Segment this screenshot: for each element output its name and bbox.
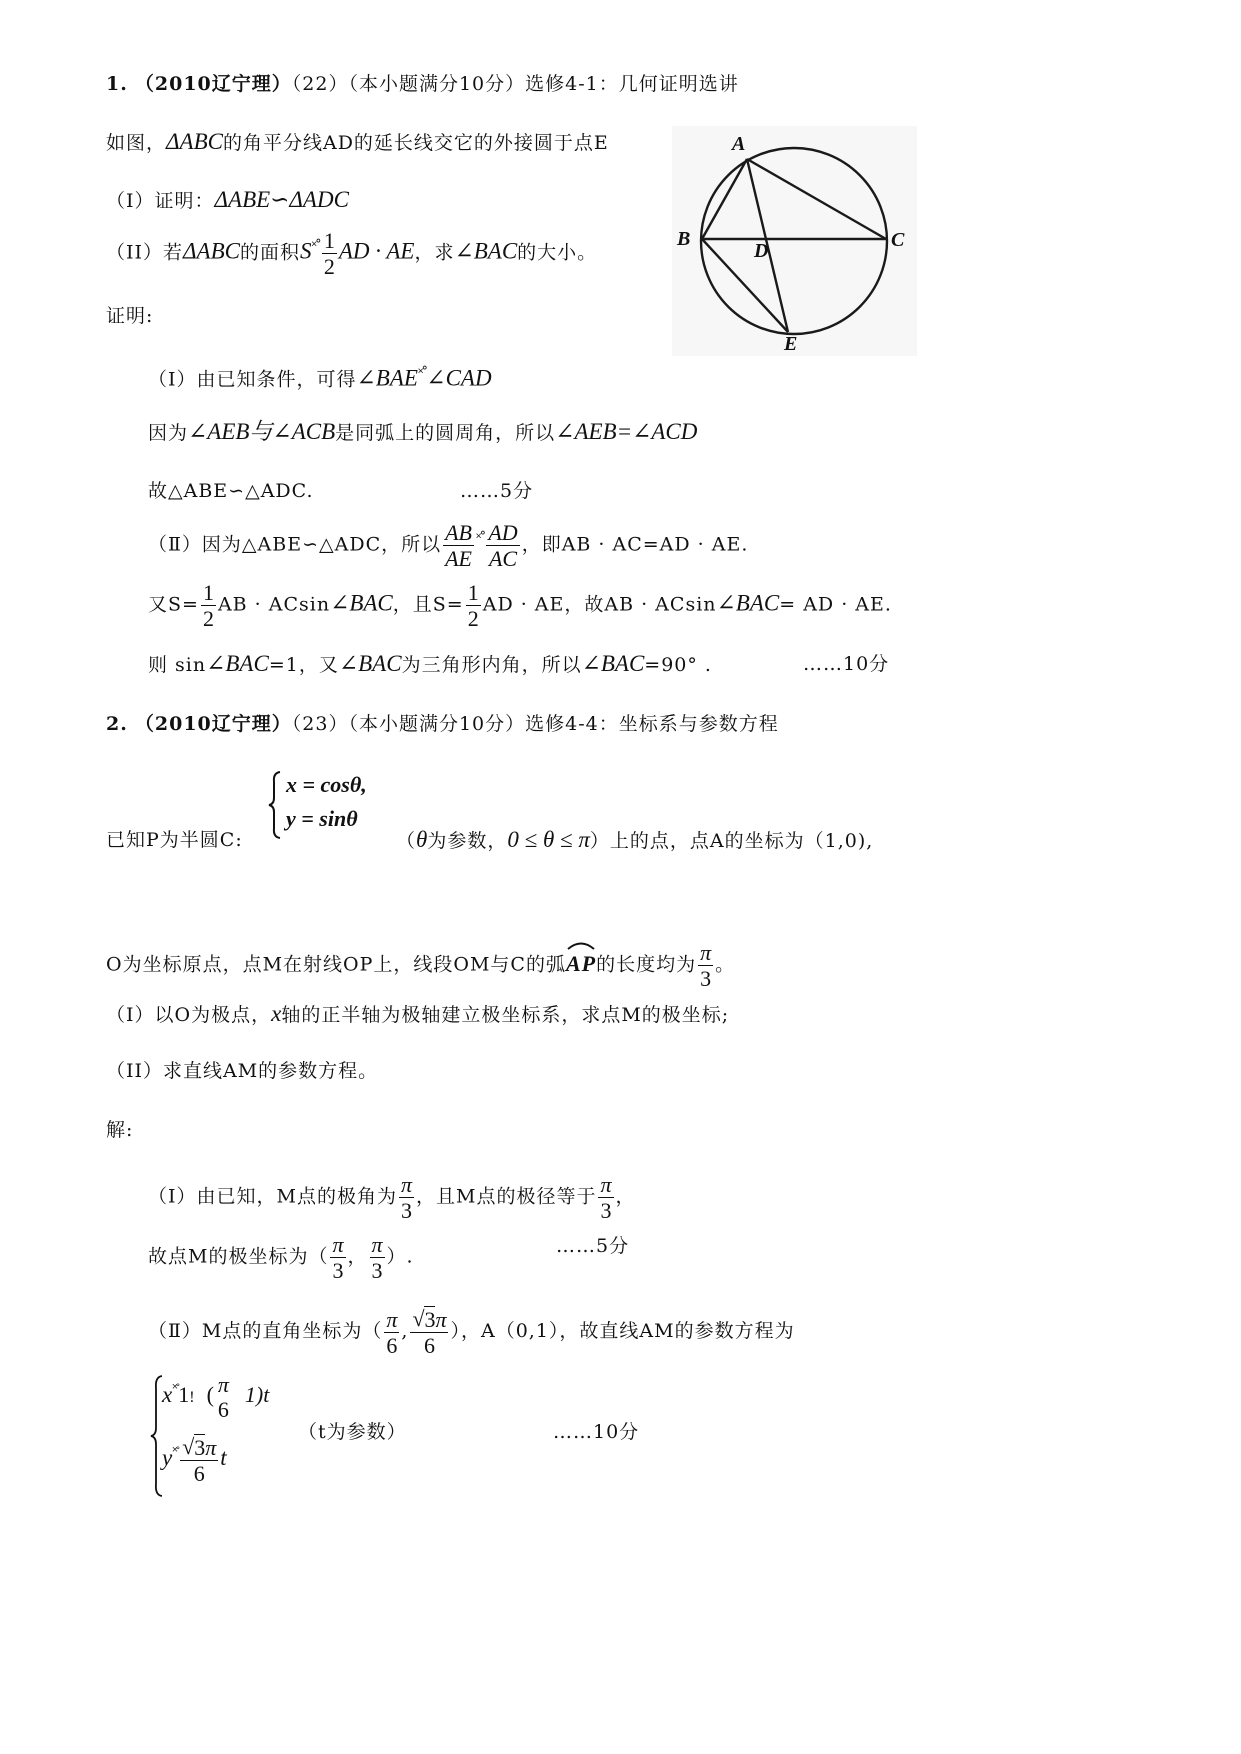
q1-step6 — [148, 650, 712, 679]
q1-step3-score: ……5分 — [460, 480, 534, 502]
q2-step1-c: ， — [615, 1185, 636, 1208]
q1-source: （2010辽宁理） — [134, 73, 292, 95]
q2-step1-fraction2 — [598, 1172, 613, 1223]
label-b: B — [677, 228, 691, 250]
q2-part1-x: x — [271, 1001, 282, 1026]
q1-step5-fraction1 — [201, 580, 216, 631]
q2-eq1-rest: 1)t — [244, 1382, 270, 1408]
q1-part2 — [106, 228, 597, 279]
frac-den: 6 — [423, 1333, 435, 1358]
q2-system-x: x = cosθ, — [286, 772, 367, 797]
q2-step3-fraction2 — [410, 1306, 448, 1358]
q2-arc-ap — [566, 946, 596, 978]
q2-step3-b: ），A（0,1），故直线AM的参数方程为 — [450, 1320, 795, 1342]
q2-number: 2. — [106, 713, 128, 735]
frac-den: 2 — [323, 254, 335, 279]
q1-step2-math2: ∠AEB=∠ACD — [555, 419, 698, 444]
q2-stem-rest — [396, 826, 873, 855]
frac-den: 6 — [386, 1332, 398, 1358]
q2-step1-a: （Ⅰ）由已知，M点的极角为 — [148, 1185, 397, 1208]
frac-den: 3 — [700, 966, 712, 991]
q1-step6-angle2: ∠BAC — [338, 651, 402, 676]
q1-step2-math1: ∠AEB与∠ACB — [188, 419, 336, 444]
q2-step3-comma: , — [401, 1320, 409, 1342]
q1-step2-a: 因为 — [148, 422, 189, 444]
q2-eq2-eq-glyph: ˟˚ — [172, 1445, 179, 1461]
q2-part2: （II）求直线AM的参数方程。 — [106, 1060, 379, 1082]
q1-step1 — [148, 360, 492, 393]
q1-step5-d: AD · AE，故AB · ACsin — [482, 593, 717, 616]
q1-step6-angle1: ∠BAC — [206, 651, 269, 676]
label-c: C — [891, 229, 905, 251]
q2-eq1-bang: ! — [189, 1389, 195, 1407]
q1-step6-score: ……10分 — [803, 653, 890, 675]
q2-line2 — [106, 940, 735, 991]
q1-part2-tail-b: 的大小。 — [517, 241, 598, 264]
q2-stem-c: 为参数， — [427, 830, 508, 852]
q2-eq2-t: t — [220, 1445, 227, 1471]
sqrt — [412, 1306, 435, 1332]
q2-eq2 — [162, 1434, 227, 1486]
q2-stem-a: 已知P为半圆C: — [106, 829, 243, 851]
q1-step4 — [148, 520, 748, 571]
q2-step3 — [148, 1306, 795, 1358]
q2-eq1 — [162, 1372, 269, 1422]
q2-eq1-lparen: ( — [206, 1382, 214, 1408]
label-a: A — [732, 133, 746, 155]
q1-part2-s: S — [299, 238, 312, 264]
q2-line2-a: O为坐标原点，点M在射线OP上，线段OM与C的弧 — [106, 953, 566, 976]
q2-stem-theta: θ — [416, 827, 428, 852]
q2-step2-comma: ， — [347, 1245, 368, 1268]
q1-part1 — [106, 186, 349, 215]
frac-den: 3 — [371, 1258, 383, 1283]
q2-eq1-one: 1 — [178, 1382, 190, 1408]
frac-den: 3 — [332, 1258, 344, 1283]
q2-step2-fraction1 — [330, 1232, 345, 1283]
q1-step2-b: 是同弧上的圆周角，所以 — [335, 422, 556, 444]
frac-num: 1 — [202, 580, 214, 605]
radicand: 3 — [424, 1307, 436, 1332]
frac-num: π — [332, 1232, 344, 1257]
q1-step5-angle2: ∠BAC — [716, 590, 780, 616]
label-d: D — [754, 240, 769, 262]
frac-den: AC — [488, 546, 518, 571]
q1-step1-label: （Ⅰ）由已知条件，可得 — [148, 368, 357, 391]
q1-step1-angle-b: ∠CAD — [426, 365, 492, 391]
q1-step6-b: =1，又 — [268, 654, 339, 676]
q1-part1-math: ΔABE∽ΔADC — [214, 187, 349, 212]
q1-header-rest: （22）（本小题满分10分）选修4-1：几何证明选讲 — [291, 73, 739, 95]
q2-system-y: y = sinθ — [286, 806, 358, 831]
q1-part2-fraction — [322, 228, 337, 279]
q2-solution-label: 解: — [106, 1119, 134, 1141]
q1-step5-a: 又S= — [148, 593, 199, 616]
q2-line2-c: 。 — [715, 953, 736, 976]
q2-eq2-y: y — [162, 1445, 173, 1471]
q2-step2 — [148, 1232, 414, 1283]
q2-line2-fraction — [698, 940, 713, 991]
label-e: E — [784, 333, 798, 355]
q2-stem-b: （ — [396, 830, 417, 852]
q2-step3-a: （Ⅱ）M点的直角坐标为（ — [148, 1320, 383, 1342]
q2-step1-fraction1 — [399, 1172, 414, 1223]
q1-step3-text: 故△ABE∽△ADC. — [148, 480, 314, 502]
q2-source: （2010辽宁理） — [134, 713, 292, 735]
q2-header — [106, 710, 779, 738]
q2-eq1-fraction — [216, 1372, 231, 1422]
frac-den: 2 — [467, 606, 479, 631]
sqrt — [182, 1434, 205, 1460]
q2-line2-b: 的长度均为 — [596, 953, 697, 976]
q1-header — [106, 70, 739, 98]
q1-step5 — [148, 580, 892, 631]
q1-figure-circle-diagram — [672, 126, 917, 356]
q2-stem-range: 0 ≤ θ ≤ π — [507, 827, 590, 852]
q1-part2-eq-glyph: ˟˚ — [311, 239, 320, 256]
q1-step4-b: ，即AB · AC=AD · AE. — [521, 533, 749, 556]
frac-num — [180, 1434, 218, 1461]
frac-den: 6 — [217, 1397, 229, 1422]
frac-num: AB — [445, 520, 472, 545]
frac-den: 6 — [193, 1461, 205, 1486]
q2-step1 — [148, 1172, 636, 1223]
q1-step1-angle-a: ∠BAE — [356, 365, 418, 391]
q2-arc-label: AP — [565, 950, 597, 976]
q2-stem-d: ）上的点，点A的坐标为（1,0), — [589, 830, 874, 852]
frac-num: π — [386, 1306, 398, 1332]
frac-num — [410, 1306, 448, 1333]
q1-part2-angle: ∠BAC — [454, 238, 518, 264]
q1-stem-triangle: ΔABC — [166, 129, 223, 154]
q1-stem — [106, 128, 609, 157]
q2-final-score: ……10分 — [553, 1421, 640, 1443]
left-brace-icon — [268, 770, 282, 840]
q2-part1 — [106, 1000, 729, 1029]
q2-header-rest: （23）（本小题满分10分）选修4-4：坐标系与参数方程 — [291, 713, 779, 735]
q1-step4-a: （Ⅱ）因为△ABE∽△ADC，所以 — [148, 533, 442, 556]
frac-den: 3 — [600, 1198, 612, 1223]
frac-num: π — [400, 1172, 412, 1197]
frac-den: 2 — [202, 606, 214, 631]
radical-icon: √ — [412, 1306, 425, 1331]
frac-num: AD — [488, 520, 518, 545]
frac-num: π — [600, 1172, 612, 1197]
q1-part2-label: （II）若 — [106, 241, 184, 264]
q1-step5-e: = AD · AE. — [779, 593, 892, 616]
q1-step4-fraction2 — [486, 520, 519, 571]
q1-step5-c: ，且S= — [392, 593, 464, 616]
q1-step5-fraction2 — [466, 580, 481, 631]
q1-step6-angle3: ∠BAC — [581, 651, 645, 676]
q1-part2-product: AD · AE — [338, 238, 415, 264]
frac-num: π — [217, 1372, 229, 1397]
q2-part1-b: 轴的正半轴为极轴建立极坐标系，求点M的极坐标; — [281, 1004, 730, 1026]
q2-step3-fraction1 — [384, 1307, 399, 1358]
q2-step2-b: ）. — [386, 1245, 414, 1268]
q1-step1-eq-glyph: ˟˚ — [417, 366, 427, 382]
frac-den: 3 — [400, 1198, 412, 1223]
q1-proof-label: 证明: — [106, 305, 154, 327]
q1-step6-a: 则 sin — [148, 654, 207, 676]
q1-part2-mid: 的面积 — [239, 241, 300, 264]
q1-step6-c: 为三角形内角，所以 — [401, 654, 582, 676]
frac-num: π — [700, 940, 712, 965]
arc-mark-icon — [566, 940, 596, 950]
q1-stem-b: 的角平分线AD的延长线交它的外接圆于点E — [222, 132, 609, 154]
q1-step6-d: =90° . — [644, 654, 712, 676]
q2-step2-a: 故点M的极坐标为（ — [148, 1245, 329, 1268]
q2-step2-score: ……5分 — [556, 1235, 630, 1257]
frac-num: 1 — [467, 580, 479, 605]
q1-number: 1. — [106, 73, 128, 95]
q2-step2-fraction2 — [370, 1232, 385, 1283]
frac-den: AE — [445, 546, 472, 571]
frac-num: 1 — [323, 228, 335, 253]
q1-part2-tail-a: ，求 — [414, 241, 455, 264]
q2-eq1-x: x — [162, 1382, 173, 1408]
q2-eq1-eq-glyph: ˟˚ — [172, 1382, 179, 1398]
pi: π — [205, 1435, 217, 1460]
q1-part1-label: （I）证明： — [106, 190, 215, 212]
q1-step4-fraction1 — [443, 520, 474, 571]
q2-eq2-fraction — [180, 1434, 218, 1486]
q1-part2-triangle: ΔABC — [183, 238, 240, 264]
q2-semicircle-system — [268, 768, 388, 840]
q2-part1-a: （I）以O为极点， — [106, 1004, 272, 1026]
q1-stem-a: 如图， — [106, 132, 167, 154]
q1-step2 — [148, 418, 697, 447]
q1-step5-angle1: ∠BAC — [330, 590, 393, 616]
q1-step5-b: AB · ACsin — [217, 593, 331, 616]
q2-step1-b: ，且M点的极径等于 — [416, 1185, 597, 1208]
radical-icon: √ — [182, 1434, 195, 1459]
pi: π — [435, 1307, 447, 1332]
q1-step4-eq-glyph: ˟˚ — [476, 531, 485, 548]
q1-step3 — [148, 477, 314, 505]
radicand: 3 — [194, 1435, 206, 1460]
q2-param-note: （t为参数） — [298, 1421, 407, 1443]
frac-num: π — [371, 1232, 383, 1257]
